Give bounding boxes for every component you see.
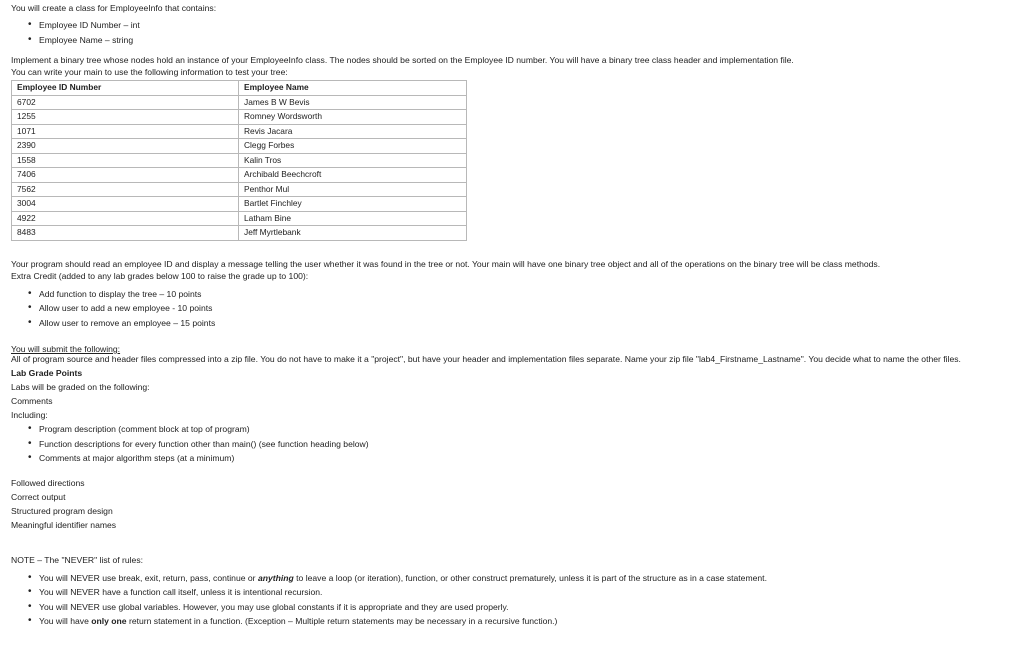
graded-on-text: Labs will be graded on the following:	[11, 382, 150, 392]
employee-name-cell: Penthor Mul	[239, 182, 467, 197]
rules-list	[11, 571, 1021, 629]
table-row	[12, 110, 467, 125]
table-row	[12, 95, 467, 110]
including-label: Including:	[11, 410, 48, 420]
list-item: • Employee ID Number – int	[11, 18, 1021, 33]
table-row	[12, 124, 467, 139]
employee-id-cell: 2390	[12, 139, 239, 154]
employee-name-cell: James B W Bevis	[239, 95, 467, 110]
list-item: • Function descriptions for every function other than main() (see function heading below)	[11, 437, 1021, 452]
list-item: • Comments at major algorithm steps (at a minimum)	[11, 451, 1021, 466]
criteria-item: Structured program design	[11, 505, 113, 516]
employee-name-cell: Bartlet Finchley	[239, 197, 467, 212]
rule-emphasis: anything	[257, 572, 294, 583]
employee-name-cell: Revis Jacara	[239, 124, 467, 139]
document-page	[11, 2, 1021, 629]
table-row	[12, 226, 467, 241]
intro-text: You will create a class for EmployeeInfo that contains:	[11, 3, 217, 13]
including-list	[11, 422, 1021, 466]
employee-id-cell: 7406	[12, 168, 239, 183]
list-item: • You will NEVER have a function call itself, unless it is intentional recursion.	[11, 585, 1021, 600]
employee-id-cell: 1558	[12, 153, 239, 168]
employee-name-cell: Jeff Myrtlebank	[239, 226, 467, 241]
column-header-name: Employee Name	[239, 81, 467, 96]
employee-name-cell: Latham Bine	[239, 211, 467, 226]
table-row	[12, 197, 467, 212]
employee-name-cell: Clegg Forbes	[239, 139, 467, 154]
program-description: Your program should read an employee ID and display a message telling the user whether it was found in the tree or not. Your main will have one binary tree object and all of the operations on the binary tree will be class methods.	[11, 258, 881, 269]
implement-text: Implement a binary tree whose nodes hold an instance of your EmployeeInfo class. The nodes should be sorted on the Employee ID number. You will have a binary tree class header and implementation file.	[11, 55, 794, 65]
table-row	[12, 153, 467, 168]
employee-table	[11, 80, 467, 241]
employee-name-cell: Archibald Beechcroft	[239, 168, 467, 183]
employee-id-cell: 1255	[12, 110, 239, 125]
rule-text: return statement in a function. (Exception – Multiple return statements may be necessary in a recursive function.)	[126, 616, 558, 626]
rule-text: to leave a loop (or iteration), function, or other construct prematurely, unless it is part of the structure as in a case statement.	[293, 572, 767, 583]
extra-credit-text: Extra Credit (added to any lab grades below 100 to raise the grade up to 100):	[11, 270, 309, 281]
table-row	[12, 139, 467, 154]
column-header-id: Employee ID Number	[12, 81, 239, 96]
list-item	[11, 614, 1021, 629]
criteria-item: Meaningful identifier names	[11, 519, 117, 530]
table-row	[12, 182, 467, 197]
list-item: • Allow user to add a new employee - 10 points	[11, 301, 1021, 316]
employee-name-cell: Kalin Tros	[239, 153, 467, 168]
table-header-row	[12, 81, 467, 96]
employee-id-cell: 7562	[12, 182, 239, 197]
submit-heading: You will submit the following:	[11, 344, 121, 354]
rule-text: You will have	[39, 616, 92, 626]
main-info-text: You can write your main to use the following information to test your tree:	[11, 67, 288, 77]
criteria-item: Followed directions	[11, 477, 85, 488]
list-item: • Allow user to remove an employee – 15 points	[11, 316, 1021, 331]
employee-id-cell: 4922	[12, 211, 239, 226]
employee-id-cell: 3004	[12, 197, 239, 212]
table-row	[12, 211, 467, 226]
extra-credit-list	[11, 287, 1021, 331]
field-list	[11, 18, 1021, 47]
table-row	[12, 168, 467, 183]
criteria-list	[11, 476, 1021, 532]
employee-id-cell: 1071	[12, 124, 239, 139]
rule-text: You will NEVER use break, exit, return, pass, continue or	[39, 572, 258, 583]
note-heading: NOTE – The "NEVER" list of rules:	[11, 554, 144, 565]
employee-id-cell: 6702	[12, 95, 239, 110]
comments-label: Comments	[11, 396, 53, 406]
list-item: • Employee Name – string	[11, 33, 1021, 48]
criteria-item: Correct output	[11, 491, 66, 502]
grade-heading: Lab Grade Points	[11, 368, 83, 378]
rule-emphasis: only one	[91, 616, 127, 626]
employee-name-cell: Romney Wordsworth	[239, 110, 467, 125]
list-item: • Program description (comment block at top of program)	[11, 422, 1021, 437]
list-item	[11, 571, 1021, 586]
employee-id-cell: 8483	[12, 226, 239, 241]
submit-text: All of program source and header files compressed into a zip file. You do not have to make it a "project", but have your header and implementation files separate. Name your zip file "lab4_Firstname_Lastname". You decide what to name the other files.	[11, 354, 961, 364]
list-item: • You will NEVER use global variables. However, you may use global constants if it is appropriate and they are used properly.	[11, 600, 1021, 615]
list-item: • Add function to display the tree – 10 points	[11, 287, 1021, 302]
